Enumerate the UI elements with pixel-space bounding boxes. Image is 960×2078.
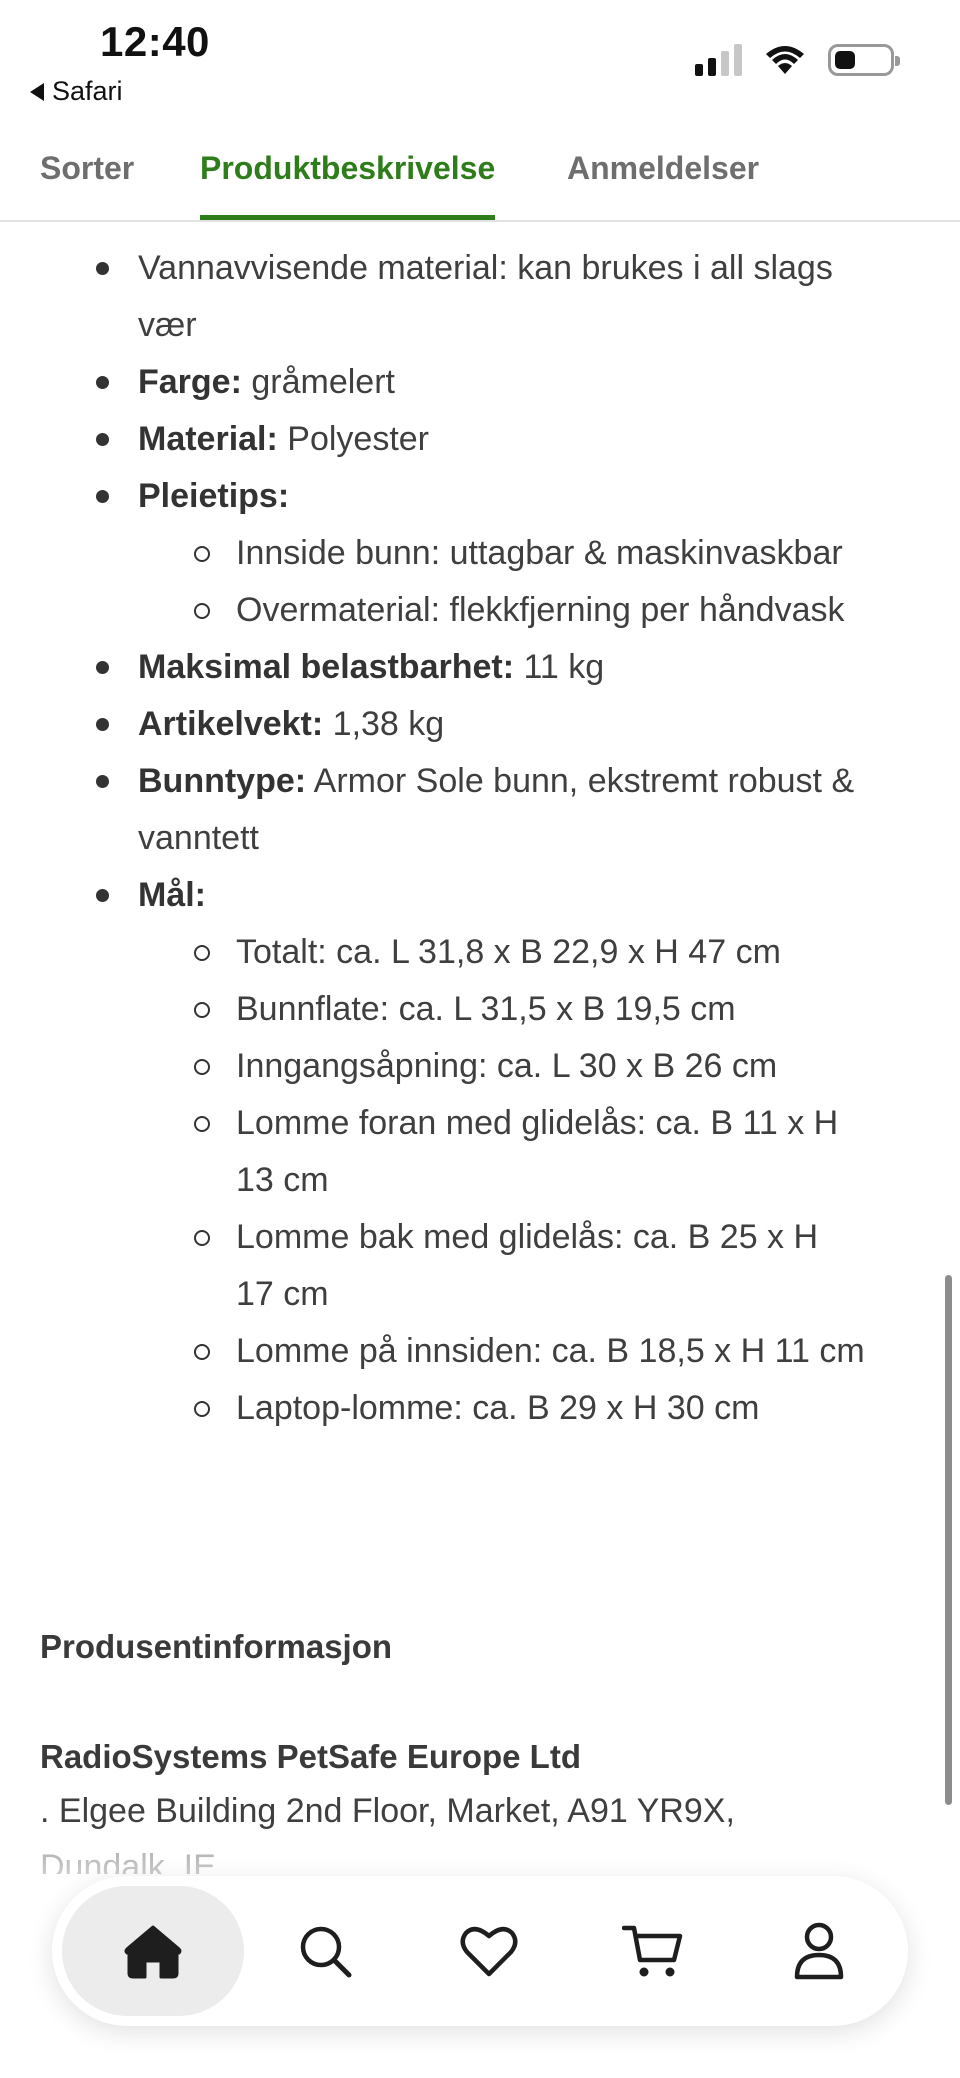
- back-label: Safari: [52, 76, 123, 106]
- spec-value: vanntett: [138, 819, 259, 857]
- wifi-icon: [764, 44, 806, 76]
- sub-text: 13 cm: [236, 1161, 329, 1199]
- tab-sorter[interactable]: Sorter: [40, 150, 135, 186]
- bottom-nav: [52, 1876, 908, 2026]
- sub-list-item: Totalt: ca. L 31,8 x B 22,9 x H 47 cm: [138, 924, 940, 981]
- sub-text: Lomme bak med glidelås: ca. B 25 x H: [236, 1218, 819, 1256]
- spec-text: vær: [138, 306, 197, 344]
- spec-value: Polyester: [287, 420, 430, 458]
- sub-list-item: [138, 1095, 940, 1209]
- product-tabs: [0, 130, 960, 222]
- spec-label: Material:: [138, 420, 278, 458]
- back-arrow-icon: [30, 83, 44, 101]
- spec-label: Mål:: [138, 876, 206, 914]
- list-item: [0, 411, 940, 468]
- back-to-safari[interactable]: [30, 76, 123, 107]
- spec-label: Pleietips:: [138, 477, 290, 515]
- cart-icon[interactable]: [618, 1916, 688, 1986]
- sub-list-item: Lomme på innsiden: ca. B 18,5 x H 11 cm: [138, 1323, 940, 1380]
- status-icons: [695, 44, 894, 76]
- home-icon[interactable]: [118, 1916, 188, 1986]
- cellular-signal-icon: [695, 44, 742, 76]
- list-item: [0, 867, 940, 1437]
- tab-anmeldelser[interactable]: Anmeldelser: [567, 150, 760, 186]
- user-icon[interactable]: [784, 1916, 854, 1986]
- spec-label: Artikelvekt:: [138, 705, 324, 743]
- sub-list-item: Overmaterial: flekkfjerning per håndvask: [138, 582, 940, 639]
- scrollbar[interactable]: [945, 1275, 952, 1805]
- manufacturer-address: . Elgee Building 2nd Floor, Market, A91 YR9X,: [40, 1792, 735, 1830]
- sub-list-item: Bunnflate: ca. L 31,5 x B 19,5 cm: [138, 981, 940, 1038]
- sub-list-item: Inngangsåpning: ca. L 30 x B 26 cm: [138, 1038, 940, 1095]
- status-time: 12:40: [100, 18, 210, 65]
- spec-label: Maksimal belastbarhet:: [138, 648, 515, 686]
- tab-produktbeskrivelse[interactable]: Produktbeskrivelse: [200, 150, 495, 220]
- sub-text: Lomme foran med glidelås: ca. B 11 x H: [236, 1104, 839, 1142]
- list-item: [0, 354, 940, 411]
- spec-list: [0, 240, 940, 1437]
- product-description: [0, 224, 960, 1874]
- manufacturer-section-title: Produsentinformasjon: [40, 1628, 393, 1665]
- battery-icon: [828, 44, 894, 76]
- sub-text: 17 cm: [236, 1275, 329, 1313]
- spec-value: 11 kg: [523, 648, 605, 686]
- spec-value: gråmelert: [251, 363, 395, 401]
- spec-value: 1,38 kg: [332, 705, 445, 743]
- care-sublist: [0, 525, 940, 639]
- status-bar: [0, 0, 960, 130]
- sub-list-item: Laptop-lomme: ca. B 29 x H 30 cm: [138, 1380, 940, 1437]
- dimensions-sublist: [0, 924, 940, 1437]
- heart-icon[interactable]: [454, 1916, 524, 1986]
- spec-text: Vannavvisende material: kan brukes i all slags: [138, 249, 833, 287]
- search-icon[interactable]: [290, 1916, 360, 1986]
- list-item: [0, 240, 940, 354]
- spec-label: Bunntype:: [138, 762, 307, 800]
- list-item: [0, 639, 940, 696]
- spec-value: Armor Sole bunn, ekstremt robust &: [313, 762, 855, 800]
- sub-list-item: [138, 1209, 940, 1323]
- list-item: [0, 468, 940, 639]
- spec-label: Farge:: [138, 363, 242, 401]
- list-item: [0, 753, 940, 867]
- manufacturer-name: RadioSystems PetSafe Europe Ltd: [40, 1738, 581, 1775]
- list-item: [0, 696, 940, 753]
- sub-list-item: Innside bunn: uttagbar & maskinvaskbar: [138, 525, 940, 582]
